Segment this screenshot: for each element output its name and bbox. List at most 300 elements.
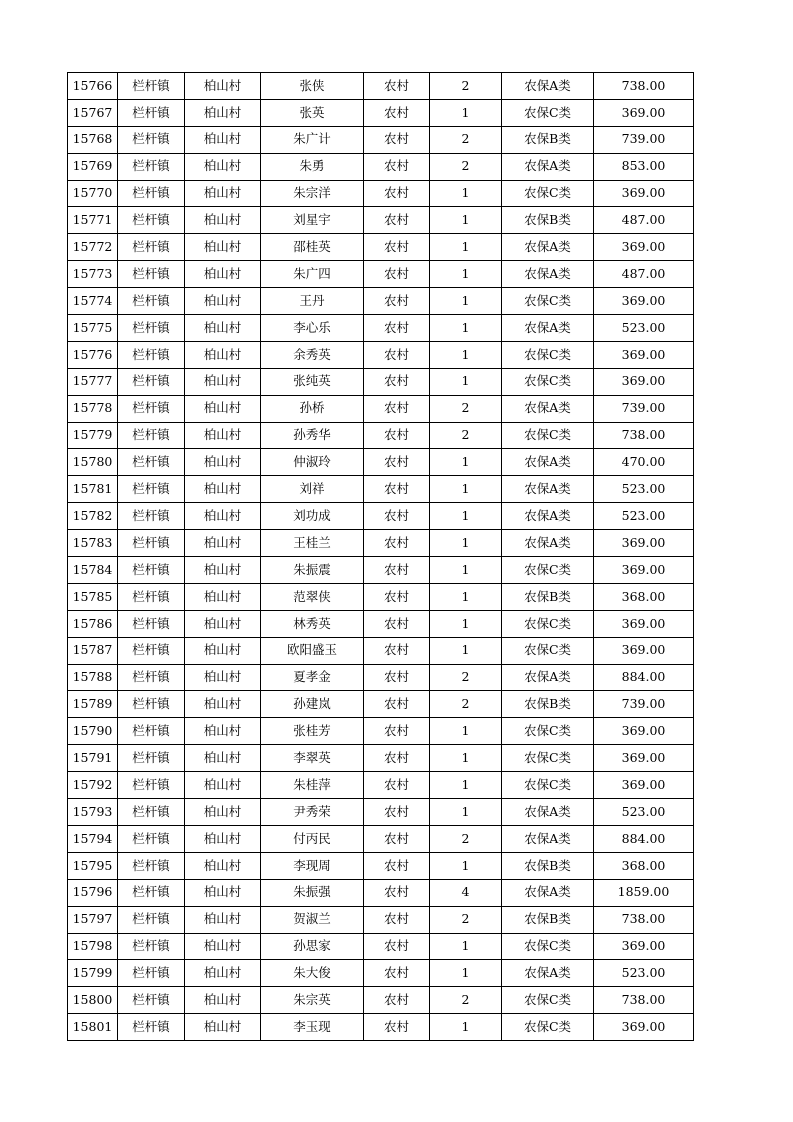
amount-cell: 369.00 <box>594 557 694 584</box>
insurance-class-cell: 农保C类 <box>502 99 594 126</box>
name-cell: 孙桥 <box>261 395 364 422</box>
row-number-cell: 15791 <box>68 745 118 772</box>
amount-cell: 884.00 <box>594 664 694 691</box>
table-row <box>68 234 694 261</box>
village-cell: 柏山村 <box>185 691 261 718</box>
row-number-cell: 15786 <box>68 610 118 637</box>
area-type-cell: 农村 <box>364 368 430 395</box>
table-row <box>68 503 694 530</box>
insurance-class-cell: 农保C类 <box>502 422 594 449</box>
people-count-cell: 1 <box>430 341 502 368</box>
table-row <box>68 422 694 449</box>
area-type-cell: 农村 <box>364 799 430 826</box>
name-cell: 孙秀华 <box>261 422 364 449</box>
amount-cell: 1859.00 <box>594 879 694 906</box>
area-type-cell: 农村 <box>364 906 430 933</box>
table-row <box>68 610 694 637</box>
table-row <box>68 691 694 718</box>
name-cell: 朱桂萍 <box>261 772 364 799</box>
village-cell: 柏山村 <box>185 583 261 610</box>
name-cell: 尹秀荣 <box>261 799 364 826</box>
amount-cell: 369.00 <box>594 341 694 368</box>
insurance-class-cell: 农保B类 <box>502 583 594 610</box>
name-cell: 邵桂英 <box>261 234 364 261</box>
amount-cell: 368.00 <box>594 852 694 879</box>
amount-cell: 853.00 <box>594 153 694 180</box>
town-cell: 栏杆镇 <box>118 987 185 1014</box>
amount-cell: 369.00 <box>594 180 694 207</box>
area-type-cell: 农村 <box>364 583 430 610</box>
row-number-cell: 15788 <box>68 664 118 691</box>
insurance-class-cell: 农保C类 <box>502 288 594 315</box>
village-cell: 柏山村 <box>185 368 261 395</box>
name-cell: 李现周 <box>261 852 364 879</box>
people-count-cell: 1 <box>430 207 502 234</box>
table-row <box>68 933 694 960</box>
village-cell: 柏山村 <box>185 234 261 261</box>
town-cell: 栏杆镇 <box>118 395 185 422</box>
amount-cell: 369.00 <box>594 288 694 315</box>
row-number-cell: 15785 <box>68 583 118 610</box>
people-count-cell: 2 <box>430 422 502 449</box>
table-row <box>68 1014 694 1041</box>
town-cell: 栏杆镇 <box>118 906 185 933</box>
area-type-cell: 农村 <box>364 207 430 234</box>
people-count-cell: 1 <box>430 180 502 207</box>
name-cell: 付丙民 <box>261 825 364 852</box>
town-cell: 栏杆镇 <box>118 503 185 530</box>
area-type-cell: 农村 <box>364 153 430 180</box>
table-row <box>68 288 694 315</box>
town-cell: 栏杆镇 <box>118 718 185 745</box>
village-cell: 柏山村 <box>185 315 261 342</box>
area-type-cell: 农村 <box>364 530 430 557</box>
insurance-class-cell: 农保C类 <box>502 718 594 745</box>
insurance-class-cell: 农保B类 <box>502 126 594 153</box>
insurance-class-cell: 农保B类 <box>502 906 594 933</box>
people-count-cell: 1 <box>430 799 502 826</box>
table-row <box>68 207 694 234</box>
table-row <box>68 126 694 153</box>
insurance-class-cell: 农保C类 <box>502 1014 594 1041</box>
amount-cell: 523.00 <box>594 315 694 342</box>
table-row <box>68 879 694 906</box>
row-number-cell: 15779 <box>68 422 118 449</box>
row-number-cell: 15799 <box>68 960 118 987</box>
table-row <box>68 73 694 100</box>
table-row <box>68 664 694 691</box>
row-number-cell: 15772 <box>68 234 118 261</box>
name-cell: 朱勇 <box>261 153 364 180</box>
town-cell: 栏杆镇 <box>118 476 185 503</box>
table-row <box>68 852 694 879</box>
row-number-cell: 15800 <box>68 987 118 1014</box>
insurance-class-cell: 农保A类 <box>502 261 594 288</box>
people-count-cell: 2 <box>430 395 502 422</box>
area-type-cell: 农村 <box>364 960 430 987</box>
area-type-cell: 农村 <box>364 234 430 261</box>
area-type-cell: 农村 <box>364 395 430 422</box>
village-cell: 柏山村 <box>185 799 261 826</box>
table-row <box>68 368 694 395</box>
row-number-cell: 15767 <box>68 99 118 126</box>
village-cell: 柏山村 <box>185 530 261 557</box>
amount-cell: 523.00 <box>594 503 694 530</box>
amount-cell: 523.00 <box>594 799 694 826</box>
row-number-cell: 15796 <box>68 879 118 906</box>
amount-cell: 523.00 <box>594 960 694 987</box>
name-cell: 李心乐 <box>261 315 364 342</box>
town-cell: 栏杆镇 <box>118 960 185 987</box>
amount-cell: 369.00 <box>594 234 694 261</box>
area-type-cell: 农村 <box>364 476 430 503</box>
name-cell: 刘祥 <box>261 476 364 503</box>
name-cell: 朱广四 <box>261 261 364 288</box>
area-type-cell: 农村 <box>364 557 430 584</box>
amount-cell: 523.00 <box>594 476 694 503</box>
area-type-cell: 农村 <box>364 987 430 1014</box>
village-cell: 柏山村 <box>185 825 261 852</box>
village-cell: 柏山村 <box>185 879 261 906</box>
name-cell: 王丹 <box>261 288 364 315</box>
amount-cell: 739.00 <box>594 126 694 153</box>
amount-cell: 369.00 <box>594 610 694 637</box>
area-type-cell: 农村 <box>364 99 430 126</box>
row-number-cell: 15771 <box>68 207 118 234</box>
area-type-cell: 农村 <box>364 637 430 664</box>
town-cell: 栏杆镇 <box>118 530 185 557</box>
name-cell: 张英 <box>261 99 364 126</box>
village-cell: 柏山村 <box>185 288 261 315</box>
people-count-cell: 1 <box>430 772 502 799</box>
village-cell: 柏山村 <box>185 664 261 691</box>
insurance-class-cell: 农保C类 <box>502 745 594 772</box>
amount-cell: 487.00 <box>594 207 694 234</box>
row-number-cell: 15769 <box>68 153 118 180</box>
village-cell: 柏山村 <box>185 73 261 100</box>
town-cell: 栏杆镇 <box>118 422 185 449</box>
name-cell: 余秀英 <box>261 341 364 368</box>
town-cell: 栏杆镇 <box>118 637 185 664</box>
row-number-cell: 15789 <box>68 691 118 718</box>
insurance-class-cell: 农保C类 <box>502 987 594 1014</box>
table-row <box>68 449 694 476</box>
area-type-cell: 农村 <box>364 852 430 879</box>
area-type-cell: 农村 <box>364 341 430 368</box>
amount-cell: 369.00 <box>594 718 694 745</box>
name-cell: 朱宗洋 <box>261 180 364 207</box>
town-cell: 栏杆镇 <box>118 261 185 288</box>
people-count-cell: 2 <box>430 73 502 100</box>
table-row <box>68 99 694 126</box>
area-type-cell: 农村 <box>364 933 430 960</box>
row-number-cell: 15784 <box>68 557 118 584</box>
data-table <box>67 72 694 1041</box>
village-cell: 柏山村 <box>185 610 261 637</box>
village-cell: 柏山村 <box>185 772 261 799</box>
insurance-class-cell: 农保A类 <box>502 960 594 987</box>
name-cell: 贺淑兰 <box>261 906 364 933</box>
people-count-cell: 2 <box>430 906 502 933</box>
village-cell: 柏山村 <box>185 153 261 180</box>
name-cell: 张侠 <box>261 73 364 100</box>
row-number-cell: 15776 <box>68 341 118 368</box>
row-number-cell: 15781 <box>68 476 118 503</box>
town-cell: 栏杆镇 <box>118 691 185 718</box>
row-number-cell: 15794 <box>68 825 118 852</box>
table-row <box>68 557 694 584</box>
town-cell: 栏杆镇 <box>118 879 185 906</box>
insurance-class-cell: 农保C类 <box>502 610 594 637</box>
town-cell: 栏杆镇 <box>118 73 185 100</box>
town-cell: 栏杆镇 <box>118 1014 185 1041</box>
table-row <box>68 341 694 368</box>
village-cell: 柏山村 <box>185 422 261 449</box>
town-cell: 栏杆镇 <box>118 368 185 395</box>
area-type-cell: 农村 <box>364 610 430 637</box>
amount-cell: 369.00 <box>594 745 694 772</box>
insurance-class-cell: 农保C类 <box>502 933 594 960</box>
row-number-cell: 15773 <box>68 261 118 288</box>
insurance-class-cell: 农保A类 <box>502 664 594 691</box>
table-row <box>68 530 694 557</box>
name-cell: 刘功成 <box>261 503 364 530</box>
insurance-class-cell: 农保A类 <box>502 530 594 557</box>
amount-cell: 738.00 <box>594 987 694 1014</box>
people-count-cell: 1 <box>430 476 502 503</box>
area-type-cell: 农村 <box>364 745 430 772</box>
people-count-cell: 1 <box>430 234 502 261</box>
village-cell: 柏山村 <box>185 987 261 1014</box>
area-type-cell: 农村 <box>364 126 430 153</box>
table-row <box>68 825 694 852</box>
people-count-cell: 1 <box>430 530 502 557</box>
amount-cell: 470.00 <box>594 449 694 476</box>
row-number-cell: 15783 <box>68 530 118 557</box>
area-type-cell: 农村 <box>364 503 430 530</box>
people-count-cell: 1 <box>430 637 502 664</box>
name-cell: 李翠英 <box>261 745 364 772</box>
town-cell: 栏杆镇 <box>118 799 185 826</box>
town-cell: 栏杆镇 <box>118 288 185 315</box>
name-cell: 朱宗英 <box>261 987 364 1014</box>
insurance-class-cell: 农保C类 <box>502 341 594 368</box>
village-cell: 柏山村 <box>185 852 261 879</box>
name-cell: 李玉现 <box>261 1014 364 1041</box>
people-count-cell: 1 <box>430 583 502 610</box>
village-cell: 柏山村 <box>185 395 261 422</box>
village-cell: 柏山村 <box>185 906 261 933</box>
people-count-cell: 1 <box>430 315 502 342</box>
people-count-cell: 2 <box>430 153 502 180</box>
table-row <box>68 261 694 288</box>
area-type-cell: 农村 <box>364 718 430 745</box>
amount-cell: 369.00 <box>594 637 694 664</box>
table-row <box>68 987 694 1014</box>
row-number-cell: 15787 <box>68 637 118 664</box>
village-cell: 柏山村 <box>185 126 261 153</box>
area-type-cell: 农村 <box>364 691 430 718</box>
amount-cell: 369.00 <box>594 772 694 799</box>
area-type-cell: 农村 <box>364 315 430 342</box>
town-cell: 栏杆镇 <box>118 126 185 153</box>
table-row <box>68 180 694 207</box>
people-count-cell: 1 <box>430 960 502 987</box>
insurance-class-cell: 农保C类 <box>502 557 594 584</box>
amount-cell: 738.00 <box>594 73 694 100</box>
row-number-cell: 15795 <box>68 852 118 879</box>
name-cell: 林秀英 <box>261 610 364 637</box>
name-cell: 欧阳盛玉 <box>261 637 364 664</box>
area-type-cell: 农村 <box>364 288 430 315</box>
village-cell: 柏山村 <box>185 745 261 772</box>
insurance-class-cell: 农保C类 <box>502 180 594 207</box>
people-count-cell: 1 <box>430 1014 502 1041</box>
insurance-class-cell: 农保A类 <box>502 234 594 261</box>
row-number-cell: 15782 <box>68 503 118 530</box>
town-cell: 栏杆镇 <box>118 449 185 476</box>
table-body <box>68 73 694 1041</box>
table-row <box>68 583 694 610</box>
people-count-cell: 2 <box>430 987 502 1014</box>
town-cell: 栏杆镇 <box>118 341 185 368</box>
row-number-cell: 15777 <box>68 368 118 395</box>
row-number-cell: 15766 <box>68 73 118 100</box>
town-cell: 栏杆镇 <box>118 825 185 852</box>
people-count-cell: 1 <box>430 449 502 476</box>
people-count-cell: 2 <box>430 691 502 718</box>
row-number-cell: 15775 <box>68 315 118 342</box>
table-row <box>68 637 694 664</box>
row-number-cell: 15792 <box>68 772 118 799</box>
amount-cell: 487.00 <box>594 261 694 288</box>
name-cell: 范翠侠 <box>261 583 364 610</box>
area-type-cell: 农村 <box>364 879 430 906</box>
people-count-cell: 2 <box>430 825 502 852</box>
town-cell: 栏杆镇 <box>118 583 185 610</box>
row-number-cell: 15790 <box>68 718 118 745</box>
insurance-class-cell: 农保B类 <box>502 207 594 234</box>
amount-cell: 369.00 <box>594 530 694 557</box>
name-cell: 王桂兰 <box>261 530 364 557</box>
town-cell: 栏杆镇 <box>118 852 185 879</box>
insurance-class-cell: 农保C类 <box>502 637 594 664</box>
town-cell: 栏杆镇 <box>118 207 185 234</box>
insurance-class-cell: 农保A类 <box>502 799 594 826</box>
town-cell: 栏杆镇 <box>118 180 185 207</box>
people-count-cell: 1 <box>430 261 502 288</box>
name-cell: 张桂芳 <box>261 718 364 745</box>
insurance-class-cell: 农保A类 <box>502 476 594 503</box>
village-cell: 柏山村 <box>185 1014 261 1041</box>
people-count-cell: 2 <box>430 126 502 153</box>
row-number-cell: 15768 <box>68 126 118 153</box>
people-count-cell: 1 <box>430 745 502 772</box>
village-cell: 柏山村 <box>185 261 261 288</box>
town-cell: 栏杆镇 <box>118 933 185 960</box>
table-row <box>68 799 694 826</box>
table-row <box>68 315 694 342</box>
row-number-cell: 15770 <box>68 180 118 207</box>
row-number-cell: 15778 <box>68 395 118 422</box>
area-type-cell: 农村 <box>364 772 430 799</box>
amount-cell: 738.00 <box>594 906 694 933</box>
insurance-class-cell: 农保A类 <box>502 73 594 100</box>
name-cell: 孙建岚 <box>261 691 364 718</box>
name-cell: 仲淑玲 <box>261 449 364 476</box>
row-number-cell: 15793 <box>68 799 118 826</box>
amount-cell: 369.00 <box>594 933 694 960</box>
town-cell: 栏杆镇 <box>118 745 185 772</box>
insurance-class-cell: 农保A类 <box>502 395 594 422</box>
insurance-class-cell: 农保C类 <box>502 772 594 799</box>
row-number-cell: 15798 <box>68 933 118 960</box>
amount-cell: 739.00 <box>594 395 694 422</box>
area-type-cell: 农村 <box>364 180 430 207</box>
insurance-class-cell: 农保C类 <box>502 368 594 395</box>
village-cell: 柏山村 <box>185 718 261 745</box>
area-type-cell: 农村 <box>364 73 430 100</box>
table-row <box>68 960 694 987</box>
name-cell: 朱振强 <box>261 879 364 906</box>
table-row <box>68 153 694 180</box>
village-cell: 柏山村 <box>185 449 261 476</box>
table-row <box>68 476 694 503</box>
insurance-class-cell: 农保B类 <box>502 691 594 718</box>
name-cell: 夏孝金 <box>261 664 364 691</box>
town-cell: 栏杆镇 <box>118 234 185 261</box>
amount-cell: 738.00 <box>594 422 694 449</box>
village-cell: 柏山村 <box>185 207 261 234</box>
area-type-cell: 农村 <box>364 825 430 852</box>
people-count-cell: 1 <box>430 610 502 637</box>
name-cell: 张纯英 <box>261 368 364 395</box>
area-type-cell: 农村 <box>364 1014 430 1041</box>
people-count-cell: 4 <box>430 879 502 906</box>
amount-cell: 368.00 <box>594 583 694 610</box>
people-count-cell: 1 <box>430 933 502 960</box>
people-count-cell: 1 <box>430 718 502 745</box>
people-count-cell: 2 <box>430 664 502 691</box>
row-number-cell: 15797 <box>68 906 118 933</box>
town-cell: 栏杆镇 <box>118 557 185 584</box>
village-cell: 柏山村 <box>185 933 261 960</box>
town-cell: 栏杆镇 <box>118 772 185 799</box>
table-row <box>68 395 694 422</box>
village-cell: 柏山村 <box>185 341 261 368</box>
name-cell: 孙思家 <box>261 933 364 960</box>
town-cell: 栏杆镇 <box>118 664 185 691</box>
insurance-class-cell: 农保B类 <box>502 852 594 879</box>
people-count-cell: 1 <box>430 557 502 584</box>
village-cell: 柏山村 <box>185 180 261 207</box>
insurance-class-cell: 农保A类 <box>502 503 594 530</box>
people-count-cell: 1 <box>430 368 502 395</box>
table-row <box>68 772 694 799</box>
table-row <box>68 745 694 772</box>
area-type-cell: 农村 <box>364 261 430 288</box>
insurance-class-cell: 农保A类 <box>502 825 594 852</box>
village-cell: 柏山村 <box>185 476 261 503</box>
amount-cell: 369.00 <box>594 368 694 395</box>
row-number-cell: 15780 <box>68 449 118 476</box>
town-cell: 栏杆镇 <box>118 99 185 126</box>
people-count-cell: 1 <box>430 99 502 126</box>
village-cell: 柏山村 <box>185 503 261 530</box>
people-count-cell: 1 <box>430 852 502 879</box>
name-cell: 朱广计 <box>261 126 364 153</box>
table-row <box>68 906 694 933</box>
